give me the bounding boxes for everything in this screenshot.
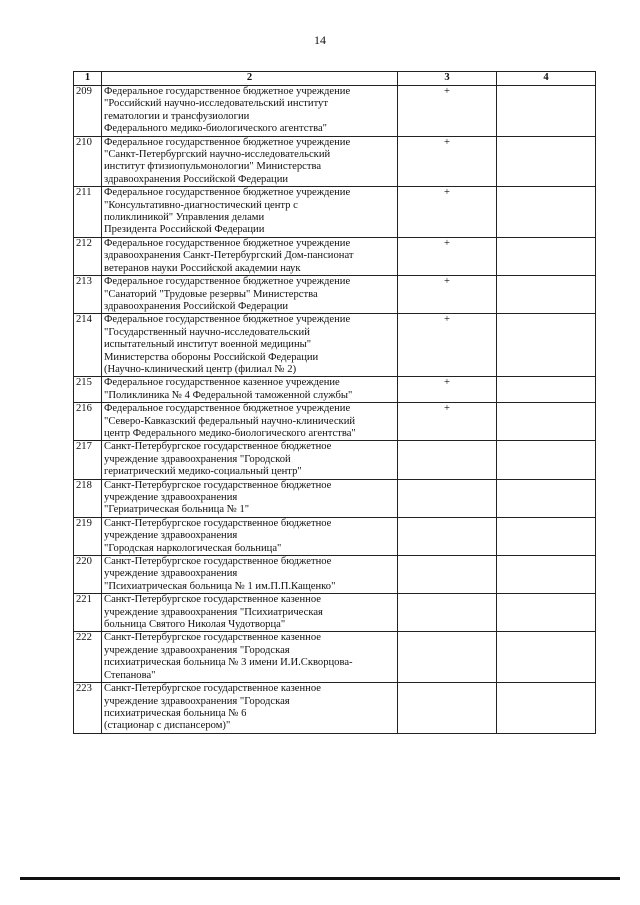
institution-name-cell: Федеральное государственное бюджетное учреждение "Северо-Кавказский федеральный научно-клинический центр Федерального медико-биологического агентства" bbox=[102, 403, 398, 441]
row-number-cell: 213 bbox=[74, 276, 102, 314]
column-3-mark-cell bbox=[398, 441, 497, 479]
row-number-cell: 221 bbox=[74, 594, 102, 632]
institution-name-cell: Санкт-Петербургское государственное казенное учреждение здравоохранения "Городская психиатрическая больница № 3 имени И.И.Скворцова- Степанова" bbox=[102, 632, 398, 683]
column-3-mark-cell: + bbox=[398, 86, 497, 137]
table-row bbox=[74, 632, 596, 683]
column-4-cell bbox=[497, 136, 596, 187]
column-3-mark-cell: + bbox=[398, 377, 497, 403]
row-number-cell: 210 bbox=[74, 136, 102, 187]
column-3-mark-cell: + bbox=[398, 314, 497, 377]
column-4-cell bbox=[497, 403, 596, 441]
column-4-cell bbox=[497, 632, 596, 683]
column-4-cell bbox=[497, 594, 596, 632]
table-row bbox=[74, 237, 596, 275]
column-3-mark-cell: + bbox=[398, 187, 497, 238]
row-number-cell: 211 bbox=[74, 187, 102, 238]
column-3-mark-cell bbox=[398, 556, 497, 594]
row-number-cell: 223 bbox=[74, 683, 102, 734]
institution-name-cell: Федеральное государственное бюджетное учреждение "Государственный научно-исследовательский испытательный институт военной медицины" Министерства обороны Российской Федерации (Научно-клинический центр (филиал № 2) bbox=[102, 314, 398, 377]
column-header-1: 1 bbox=[74, 72, 102, 86]
row-number-cell: 214 bbox=[74, 314, 102, 377]
table-header-row bbox=[74, 72, 596, 86]
column-4-cell bbox=[497, 187, 596, 238]
row-number-cell: 222 bbox=[74, 632, 102, 683]
table-row bbox=[74, 377, 596, 403]
institution-name-cell: Федеральное государственное бюджетное учреждение "Российский научно-исследовательский институт гематологии и трансфузиологии Федерального медико-биологического агентства" bbox=[102, 86, 398, 137]
column-4-cell bbox=[497, 479, 596, 517]
institutions-table bbox=[73, 71, 596, 734]
column-4-cell bbox=[497, 556, 596, 594]
table-row bbox=[74, 86, 596, 137]
table-row bbox=[74, 594, 596, 632]
column-4-cell bbox=[497, 377, 596, 403]
table-row bbox=[74, 479, 596, 517]
row-number-cell: 219 bbox=[74, 517, 102, 555]
table-row bbox=[74, 276, 596, 314]
institution-name-cell: Федеральное государственное бюджетное учреждение здравоохранения Санкт-Петербургский Дом-пансионат ветеранов науки Российской академии наук bbox=[102, 237, 398, 275]
institution-name-cell: Санкт-Петербургское государственное бюджетное учреждение здравоохранения "Гериатрическая больница № 1" bbox=[102, 479, 398, 517]
column-3-mark-cell: + bbox=[398, 403, 497, 441]
column-3-mark-cell bbox=[398, 683, 497, 734]
column-3-mark-cell: + bbox=[398, 237, 497, 275]
column-4-cell bbox=[497, 441, 596, 479]
table-row bbox=[74, 187, 596, 238]
row-number-cell: 217 bbox=[74, 441, 102, 479]
column-4-cell bbox=[497, 237, 596, 275]
table-row bbox=[74, 403, 596, 441]
page-number: 14 bbox=[314, 33, 326, 47]
column-4-cell bbox=[497, 314, 596, 377]
column-3-mark-cell: + bbox=[398, 276, 497, 314]
column-3-mark-cell bbox=[398, 479, 497, 517]
column-header-3: 3 bbox=[398, 72, 497, 86]
table-row bbox=[74, 517, 596, 555]
row-number-cell: 218 bbox=[74, 479, 102, 517]
institution-name-cell: Федеральное государственное бюджетное учреждение "Санаторий "Трудовые резервы" Министерства здравоохранения Российской Федерации bbox=[102, 276, 398, 314]
institution-name-cell: Санкт-Петербургское государственное казенное учреждение здравоохранения "Городская психиатрическая больница № 6 (стационар с диспансером)" bbox=[102, 683, 398, 734]
column-header-2: 2 bbox=[102, 72, 398, 86]
page-bottom-rule bbox=[20, 877, 620, 880]
table-row bbox=[74, 314, 596, 377]
institution-name-cell: Санкт-Петербургское государственное бюджетное учреждение здравоохранения "Городской гериатрический медико-социальный центр" bbox=[102, 441, 398, 479]
column-3-mark-cell: + bbox=[398, 136, 497, 187]
column-header-4: 4 bbox=[497, 72, 596, 86]
table-row bbox=[74, 136, 596, 187]
row-number-cell: 216 bbox=[74, 403, 102, 441]
institution-name-cell: Санкт-Петербургское государственное бюджетное учреждение здравоохранения "Психиатрическая больница № 1 им.П.П.Кащенко" bbox=[102, 556, 398, 594]
institution-name-cell: Санкт-Петербургское государственное казенное учреждение здравоохранения "Психиатрическая больница Святого Николая Чудотворца" bbox=[102, 594, 398, 632]
table-row bbox=[74, 683, 596, 734]
column-4-cell bbox=[497, 517, 596, 555]
row-number-cell: 215 bbox=[74, 377, 102, 403]
table-row bbox=[74, 441, 596, 479]
institution-name-cell: Федеральное государственное бюджетное учреждение "Консультативно-диагностический центр с поликлиникой" Управления делами Президента Российской Федерации bbox=[102, 187, 398, 238]
column-3-mark-cell bbox=[398, 632, 497, 683]
institution-name-cell: Федеральное государственное казенное учреждение "Поликлиника № 4 Федеральной таможенной службы" bbox=[102, 377, 398, 403]
column-3-mark-cell bbox=[398, 594, 497, 632]
table-body bbox=[74, 86, 596, 734]
row-number-cell: 209 bbox=[74, 86, 102, 137]
column-3-mark-cell bbox=[398, 517, 497, 555]
row-number-cell: 212 bbox=[74, 237, 102, 275]
column-4-cell bbox=[497, 86, 596, 137]
table-row bbox=[74, 556, 596, 594]
column-4-cell bbox=[497, 683, 596, 734]
institution-name-cell: Санкт-Петербургское государственное бюджетное учреждение здравоохранения "Городская наркологическая больница" bbox=[102, 517, 398, 555]
row-number-cell: 220 bbox=[74, 556, 102, 594]
institution-name-cell: Федеральное государственное бюджетное учреждение "Санкт-Петербургский научно-исследовательский институт фтизиопульмонологии" Министерства здравоохранения Российской Федерации bbox=[102, 136, 398, 187]
column-4-cell bbox=[497, 276, 596, 314]
